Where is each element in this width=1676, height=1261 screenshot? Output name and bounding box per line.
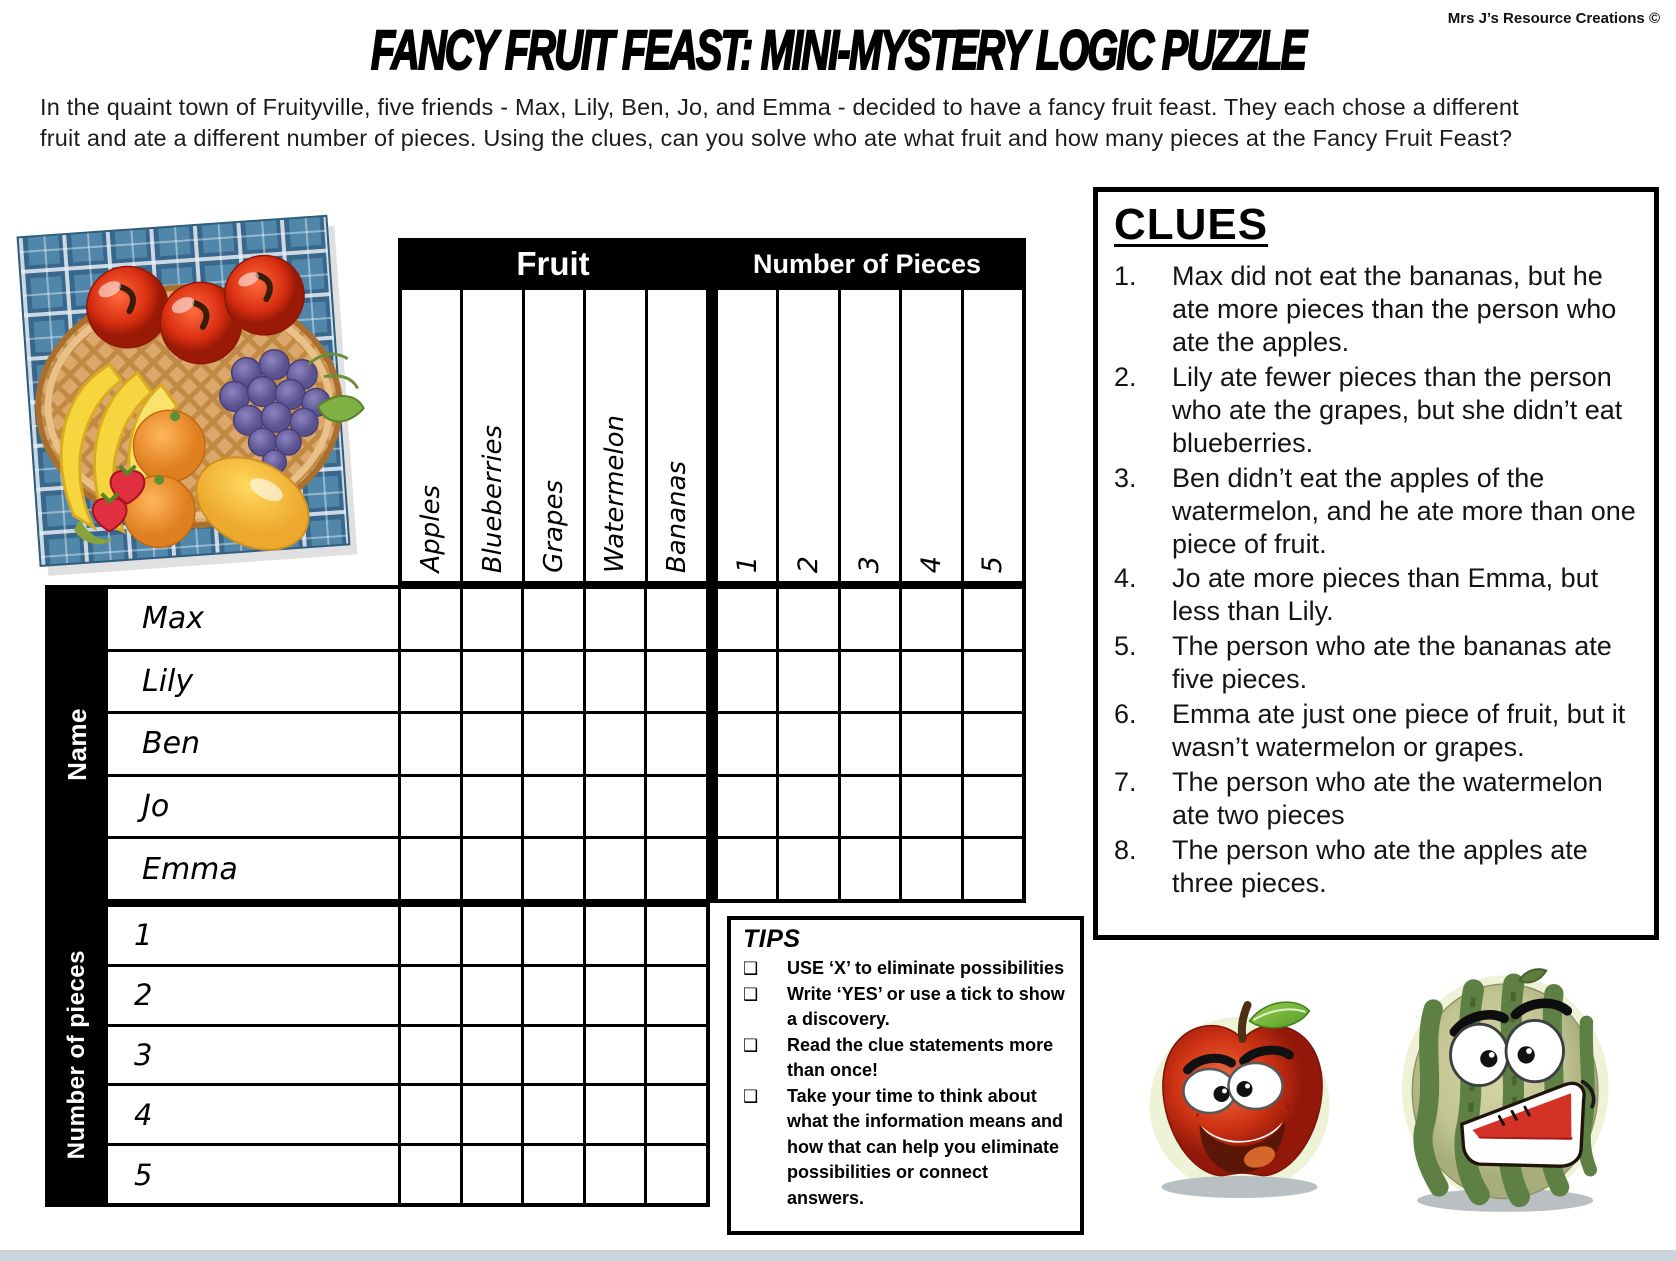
grid-cell[interactable]	[463, 652, 522, 712]
grid-cell[interactable]	[841, 589, 900, 649]
grid-cell[interactable]	[902, 589, 961, 649]
clue-item: 2. Lily ate fewer pieces than the person who ate the grapes, but she didn’t eat blueberries.	[1114, 361, 1623, 458]
grid-cell[interactable]	[964, 839, 1023, 899]
checkbox-icon: ❑	[743, 1086, 759, 1107]
clue-item: 5. The person who ate the bananas ate five pieces.	[1114, 631, 1612, 695]
grid-cell[interactable]	[586, 1146, 645, 1203]
grid-cell[interactable]	[647, 1086, 706, 1143]
column-header-bananas: Bananas	[648, 290, 706, 581]
column-header-grapes: Grapes	[525, 290, 583, 581]
column-header-2: 2	[779, 290, 837, 581]
grid-cell[interactable]	[524, 907, 583, 964]
grid-cell[interactable]	[586, 839, 645, 899]
column-header-apples: Apples	[402, 290, 460, 581]
grid-cell[interactable]	[463, 907, 522, 964]
grid-cell[interactable]	[524, 1146, 583, 1203]
grid-cell[interactable]	[463, 967, 522, 1024]
apple-character-illustration	[1145, 995, 1340, 1200]
row-label-1: 1	[108, 907, 398, 964]
screen-edge-bar	[0, 1250, 1676, 1261]
grid-cell[interactable]	[647, 1146, 706, 1203]
grid-cell[interactable]	[841, 714, 900, 774]
clue-item: 4. Jo ate more pieces than Emma, but less than Lily.	[1114, 563, 1599, 627]
grid-cell[interactable]	[841, 777, 900, 837]
grid-cell[interactable]	[524, 1027, 583, 1084]
grid-cell[interactable]	[586, 1027, 645, 1084]
grid-cell[interactable]	[779, 839, 838, 899]
grid-cell[interactable]	[586, 652, 645, 712]
row-label-jo: Jo	[108, 777, 398, 837]
grid-cell[interactable]	[524, 967, 583, 1024]
row-label-4: 4	[108, 1086, 398, 1143]
grid-cell[interactable]	[524, 589, 583, 649]
intro-paragraph: In the quaint town of Fruityville, five friends - Max, Lily, Ben, Jo, and Emma - decided to have a fancy fruit feast. They each chose a different fruit and ate a different number of pieces. Using the clues, can you solve who ate what fruit and how many pieces at the Fancy Fruit Feast?	[40, 94, 1519, 152]
clue-item: 1. Max did not eat the bananas, but he ate more pieces than the person who ate the apples.	[1114, 261, 1617, 357]
row-label-2: 2	[108, 967, 398, 1024]
grid-cell[interactable]	[586, 777, 645, 837]
grid-cell[interactable]	[647, 967, 706, 1024]
row-label-3: 3	[108, 1027, 398, 1084]
grid-cell[interactable]	[401, 714, 460, 774]
column-header-watermelon: Watermelon	[586, 290, 644, 581]
clue-item: 7. The person who ate the watermelon ate two pieces	[1114, 767, 1603, 830]
column-headers-row	[398, 290, 1026, 585]
column-header-1: 1	[718, 290, 776, 581]
grid-cell[interactable]	[524, 777, 583, 837]
logic-grid-header-block	[398, 238, 1026, 585]
grid-cell[interactable]	[779, 589, 838, 649]
grid-section-divider	[709, 290, 715, 581]
grid-cell[interactable]	[401, 652, 460, 712]
grid-title-bar	[398, 238, 1026, 290]
grid-cell[interactable]	[718, 652, 777, 712]
grid-cell[interactable]	[463, 839, 522, 899]
tip-item: ❑ Read the clue statements more than once!	[743, 1033, 1070, 1084]
grid-cell[interactable]	[524, 1086, 583, 1143]
grid-cell[interactable]	[401, 967, 460, 1024]
row-label-emma: Emma	[108, 839, 398, 899]
credit-line: Mrs J’s Resource Creations ©	[1447, 10, 1660, 27]
grid-cell[interactable]	[647, 589, 706, 649]
row-label-lily: Lily	[108, 652, 398, 712]
grid-cell[interactable]	[401, 839, 460, 899]
grid-cell[interactable]	[647, 777, 706, 837]
column-header-3: 3	[841, 290, 899, 581]
grid-cell[interactable]	[463, 1086, 522, 1143]
grid-cell[interactable]	[718, 589, 777, 649]
grid-cell[interactable]	[964, 652, 1023, 712]
grid-cell[interactable]	[586, 967, 645, 1024]
row-label-max: Max	[108, 589, 398, 649]
name-sidebar: Name	[49, 589, 105, 899]
checkbox-icon: ❑	[743, 959, 759, 979]
watermelon-character-illustration	[1395, 952, 1620, 1220]
grid-cell[interactable]	[964, 777, 1023, 837]
grid-cell[interactable]	[401, 907, 460, 964]
grid-cell[interactable]	[718, 777, 777, 837]
column-header-blueberries: Blueberries	[463, 290, 521, 581]
grid-cell[interactable]	[964, 589, 1023, 649]
grid-cell[interactable]	[902, 777, 961, 837]
logic-grid-names-block	[45, 585, 1026, 903]
grid-cell[interactable]	[463, 777, 522, 837]
pieces-sidebar: Number of pieces	[49, 907, 105, 1203]
checkbox-icon: ❑	[743, 1035, 759, 1056]
grid-cell[interactable]	[841, 839, 900, 899]
fruit-header: Fruit	[516, 245, 590, 282]
clue-item: 8. The person who ate the apples ate three pieces.	[1114, 834, 1588, 898]
row-label-ben: Ben	[108, 714, 398, 774]
grid-cell[interactable]	[779, 714, 838, 774]
grid-cell[interactable]	[524, 839, 583, 899]
grid-cell[interactable]	[779, 652, 838, 712]
grid-cell[interactable]	[902, 839, 961, 899]
tip-item: ❑ USE ‘X’ to eliminate possibilities	[743, 956, 1070, 982]
tip-item: ❑ Write ‘YES’ or use a tick to show a discovery.	[743, 982, 1070, 1033]
grid-cell[interactable]	[586, 589, 645, 649]
grid-cell[interactable]	[718, 714, 777, 774]
tips-title: TIPS	[743, 925, 801, 953]
grid-cell[interactable]	[841, 652, 900, 712]
column-header-4: 4	[902, 290, 960, 581]
tips-panel	[727, 916, 1084, 1235]
grid-cell[interactable]	[647, 1027, 706, 1084]
grid-cell[interactable]	[463, 589, 522, 649]
fruit-basket-illustration	[10, 196, 368, 578]
grid-cell[interactable]	[647, 714, 706, 774]
grid-cell[interactable]	[964, 714, 1023, 774]
grid-cell[interactable]	[463, 1146, 522, 1203]
clues-title: CLUES	[1114, 200, 1269, 249]
logic-grid-pieces-block	[45, 903, 710, 1207]
grid-cell[interactable]	[586, 907, 645, 964]
grid-cell[interactable]	[524, 714, 583, 774]
grid-cell[interactable]	[401, 1146, 460, 1203]
grid-section-divider	[709, 589, 715, 899]
clue-item: 3. Ben didn’t eat the apples of the watermelon, and he ate more than one piece of fruit.	[1114, 462, 1636, 559]
grid-cell[interactable]	[401, 1086, 460, 1143]
clue-item: 6. Emma ate just one piece of fruit, but it wasn’t watermelon or grapes.	[1114, 699, 1626, 763]
grid-cell[interactable]	[647, 839, 706, 899]
column-header-5: 5	[964, 290, 1022, 581]
grid-cell[interactable]	[463, 714, 522, 774]
grid-cell[interactable]	[586, 1086, 645, 1143]
grid-cell[interactable]	[902, 652, 961, 712]
clues-panel	[1093, 187, 1659, 940]
tip-item: ❑ Take your time to think about what the information means and how that can help you eliminate possibilities or connect answers.	[743, 1084, 1070, 1212]
grid-cell[interactable]	[401, 589, 460, 649]
page-title: FANCY FRUIT FEAST: MINI-MYSTERY LOGIC PUZZLE	[370, 18, 1306, 81]
row-label-5: 5	[108, 1146, 398, 1203]
grid-cell[interactable]	[586, 714, 645, 774]
grid-cell[interactable]	[718, 839, 777, 899]
grid-cell[interactable]	[401, 777, 460, 837]
grid-cell[interactable]	[779, 777, 838, 837]
pieces-header: Number of Pieces	[752, 248, 982, 279]
grid-cell[interactable]	[401, 1027, 460, 1084]
grid-cell[interactable]	[647, 652, 706, 712]
grid-cell[interactable]	[647, 907, 706, 964]
checkbox-icon: ❑	[743, 984, 759, 1005]
grid-cell[interactable]	[902, 714, 961, 774]
grid-cell[interactable]	[524, 652, 583, 712]
grid-cell[interactable]	[463, 1027, 522, 1084]
